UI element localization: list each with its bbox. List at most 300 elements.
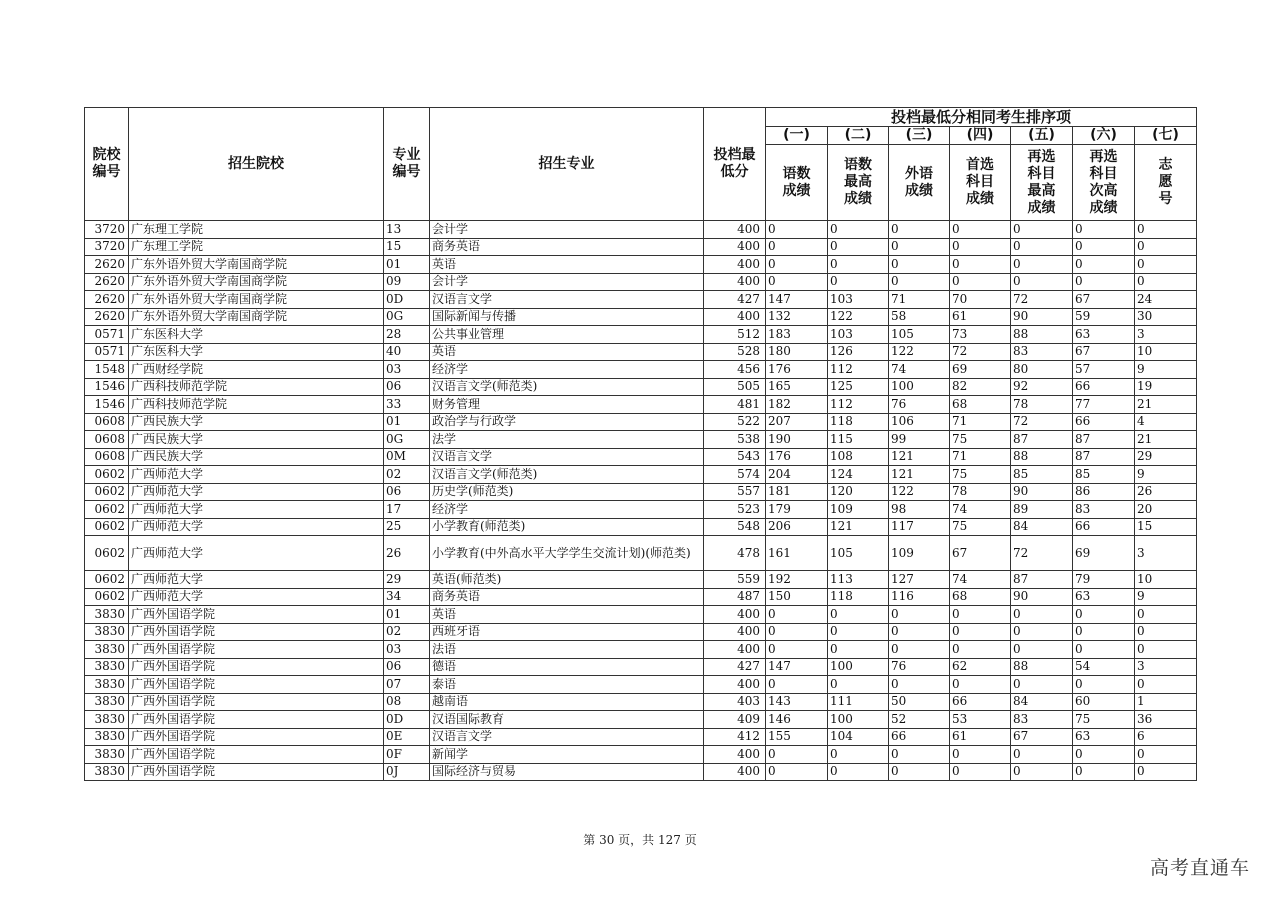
cell-tiebreak-1: 206 — [766, 518, 828, 536]
cell-tiebreak-6: 67 — [1073, 291, 1135, 309]
cell-tiebreak-2: 0 — [828, 606, 889, 624]
cell-tiebreak-2: 100 — [828, 711, 889, 729]
cell-tiebreak-4: 61 — [950, 308, 1011, 326]
header-sub-num: (三) — [889, 127, 950, 145]
cell-tiebreak-3: 122 — [889, 343, 950, 361]
cell-school-code: 0571 — [85, 326, 129, 344]
table-row — [85, 396, 1197, 414]
table-row — [85, 623, 1197, 641]
cell-min-score: 400 — [704, 221, 766, 239]
cell-school: 广西师范大学 — [129, 483, 384, 501]
cell-tiebreak-5: 72 — [1011, 413, 1073, 431]
cell-major: 英语 — [430, 256, 704, 274]
cell-tiebreak-3: 0 — [889, 641, 950, 659]
cell-tiebreak-7: 24 — [1135, 291, 1197, 309]
cell-school: 广东理工学院 — [129, 238, 384, 256]
cell-min-score: 512 — [704, 326, 766, 344]
cell-tiebreak-7: 3 — [1135, 326, 1197, 344]
table-row — [85, 763, 1197, 781]
cell-min-score: 400 — [704, 676, 766, 694]
cell-school: 广西师范大学 — [129, 536, 384, 571]
header-sub-num: (四) — [950, 127, 1011, 145]
cell-school: 广西民族大学 — [129, 413, 384, 431]
cell-major-code: 07 — [384, 676, 430, 694]
cell-major-code: 08 — [384, 693, 430, 711]
cell-tiebreak-6: 66 — [1073, 518, 1135, 536]
cell-tiebreak-1: 176 — [766, 448, 828, 466]
cell-tiebreak-4: 0 — [950, 641, 1011, 659]
cell-school: 广东理工学院 — [129, 221, 384, 239]
cell-school-code: 3830 — [85, 728, 129, 746]
cell-tiebreak-1: 179 — [766, 501, 828, 519]
cell-tiebreak-3: 127 — [889, 571, 950, 589]
cell-tiebreak-1: 181 — [766, 483, 828, 501]
cell-school: 广西师范大学 — [129, 588, 384, 606]
cell-tiebreak-2: 100 — [828, 658, 889, 676]
cell-min-score: 400 — [704, 308, 766, 326]
cell-tiebreak-4: 68 — [950, 396, 1011, 414]
cell-major-code: 25 — [384, 518, 430, 536]
cell-school-code: 2620 — [85, 308, 129, 326]
cell-tiebreak-1: 0 — [766, 641, 828, 659]
cell-tiebreak-2: 0 — [828, 256, 889, 274]
cell-min-score: 427 — [704, 291, 766, 309]
cell-major: 公共事业管理 — [430, 326, 704, 344]
cell-tiebreak-1: 0 — [766, 623, 828, 641]
cell-school: 广西外国语学院 — [129, 623, 384, 641]
cell-major-code: 13 — [384, 221, 430, 239]
cell-major: 汉语国际教育 — [430, 711, 704, 729]
cell-tiebreak-6: 66 — [1073, 413, 1135, 431]
cell-major: 法语 — [430, 641, 704, 659]
cell-min-score: 400 — [704, 763, 766, 781]
cell-tiebreak-2: 105 — [828, 536, 889, 571]
table-row — [85, 326, 1197, 344]
cell-tiebreak-5: 0 — [1011, 221, 1073, 239]
header-sub-label: 志愿号 — [1135, 145, 1197, 221]
cell-tiebreak-6: 85 — [1073, 466, 1135, 484]
cell-min-score: 403 — [704, 693, 766, 711]
cell-major: 经济学 — [430, 361, 704, 379]
cell-major: 法学 — [430, 431, 704, 449]
cell-tiebreak-4: 68 — [950, 588, 1011, 606]
cell-major-code: 0D — [384, 711, 430, 729]
cell-tiebreak-2: 126 — [828, 343, 889, 361]
cell-school: 广西外国语学院 — [129, 658, 384, 676]
cell-tiebreak-6: 67 — [1073, 343, 1135, 361]
cell-tiebreak-2: 112 — [828, 361, 889, 379]
cell-min-score: 505 — [704, 378, 766, 396]
cell-tiebreak-4: 75 — [950, 431, 1011, 449]
cell-school-code: 0608 — [85, 431, 129, 449]
cell-tiebreak-1: 147 — [766, 658, 828, 676]
cell-tiebreak-2: 0 — [828, 641, 889, 659]
cell-tiebreak-1: 176 — [766, 361, 828, 379]
cell-school-code: 3720 — [85, 221, 129, 239]
cell-tiebreak-6: 75 — [1073, 711, 1135, 729]
cell-school: 广西外国语学院 — [129, 676, 384, 694]
cell-tiebreak-5: 72 — [1011, 536, 1073, 571]
cell-major-code: 02 — [384, 466, 430, 484]
cell-tiebreak-2: 103 — [828, 326, 889, 344]
cell-tiebreak-7: 9 — [1135, 466, 1197, 484]
cell-tiebreak-5: 0 — [1011, 256, 1073, 274]
cell-tiebreak-1: 183 — [766, 326, 828, 344]
cell-major-code: 03 — [384, 641, 430, 659]
cell-major-code: 34 — [384, 588, 430, 606]
cell-tiebreak-5: 84 — [1011, 518, 1073, 536]
cell-tiebreak-6: 0 — [1073, 238, 1135, 256]
cell-tiebreak-7: 0 — [1135, 606, 1197, 624]
cell-major: 汉语言文学 — [430, 448, 704, 466]
cell-major: 汉语言文学(师范类) — [430, 378, 704, 396]
cell-tiebreak-1: 0 — [766, 221, 828, 239]
cell-tiebreak-7: 1 — [1135, 693, 1197, 711]
cell-major-code: 0D — [384, 291, 430, 309]
cell-tiebreak-5: 0 — [1011, 641, 1073, 659]
cell-major-code: 0G — [384, 431, 430, 449]
cell-school-code: 0602 — [85, 466, 129, 484]
cell-school: 广西师范大学 — [129, 571, 384, 589]
cell-school: 广西师范大学 — [129, 501, 384, 519]
cell-tiebreak-5: 88 — [1011, 448, 1073, 466]
cell-tiebreak-5: 0 — [1011, 606, 1073, 624]
cell-tiebreak-6: 0 — [1073, 623, 1135, 641]
cell-tiebreak-5: 90 — [1011, 308, 1073, 326]
cell-tiebreak-5: 67 — [1011, 728, 1073, 746]
cell-major: 小学教育(师范类) — [430, 518, 704, 536]
cell-tiebreak-4: 0 — [950, 606, 1011, 624]
cell-school-code: 1548 — [85, 361, 129, 379]
cell-school: 广东外语外贸大学南国商学院 — [129, 256, 384, 274]
cell-tiebreak-6: 79 — [1073, 571, 1135, 589]
cell-tiebreak-3: 71 — [889, 291, 950, 309]
header-school-code: 院校编号 — [85, 108, 129, 221]
cell-tiebreak-3: 105 — [889, 326, 950, 344]
table-body — [85, 221, 1197, 781]
cell-tiebreak-6: 87 — [1073, 448, 1135, 466]
cell-tiebreak-4: 74 — [950, 501, 1011, 519]
cell-school: 广东外语外贸大学南国商学院 — [129, 308, 384, 326]
cell-tiebreak-7: 19 — [1135, 378, 1197, 396]
cell-major: 新闻学 — [430, 746, 704, 764]
cell-min-score: 543 — [704, 448, 766, 466]
page-number: 第 30 页，共 127 页 — [583, 833, 697, 847]
cell-school: 广西外国语学院 — [129, 606, 384, 624]
cell-tiebreak-7: 0 — [1135, 238, 1197, 256]
cell-tiebreak-2: 0 — [828, 763, 889, 781]
cell-tiebreak-7: 29 — [1135, 448, 1197, 466]
cell-tiebreak-3: 52 — [889, 711, 950, 729]
cell-tiebreak-1: 0 — [766, 606, 828, 624]
cell-min-score: 400 — [704, 273, 766, 291]
cell-tiebreak-3: 98 — [889, 501, 950, 519]
cell-major: 汉语言文学(师范类) — [430, 466, 704, 484]
cell-tiebreak-1: 180 — [766, 343, 828, 361]
cell-major: 经济学 — [430, 501, 704, 519]
admission-score-table — [84, 107, 1197, 781]
cell-school: 广西民族大学 — [129, 448, 384, 466]
header-sub-label: 语数成绩 — [766, 145, 828, 221]
table-row — [85, 676, 1197, 694]
cell-tiebreak-1: 150 — [766, 588, 828, 606]
cell-tiebreak-5: 85 — [1011, 466, 1073, 484]
cell-tiebreak-2: 112 — [828, 396, 889, 414]
cell-tiebreak-5: 92 — [1011, 378, 1073, 396]
cell-school: 广西外国语学院 — [129, 728, 384, 746]
cell-major-code: 15 — [384, 238, 430, 256]
cell-tiebreak-1: 143 — [766, 693, 828, 711]
cell-school-code: 0602 — [85, 536, 129, 571]
cell-tiebreak-7: 4 — [1135, 413, 1197, 431]
cell-tiebreak-7: 10 — [1135, 571, 1197, 589]
cell-major: 英语(师范类) — [430, 571, 704, 589]
cell-tiebreak-7: 26 — [1135, 483, 1197, 501]
header-sub-num: (二) — [828, 127, 889, 145]
cell-school-code: 3830 — [85, 763, 129, 781]
cell-tiebreak-1: 0 — [766, 256, 828, 274]
cell-tiebreak-1: 182 — [766, 396, 828, 414]
cell-min-score: 400 — [704, 746, 766, 764]
cell-tiebreak-4: 62 — [950, 658, 1011, 676]
cell-tiebreak-6: 0 — [1073, 256, 1135, 274]
cell-tiebreak-2: 118 — [828, 413, 889, 431]
cell-tiebreak-6: 77 — [1073, 396, 1135, 414]
cell-major-code: 03 — [384, 361, 430, 379]
cell-school: 广东医科大学 — [129, 326, 384, 344]
cell-tiebreak-1: 190 — [766, 431, 828, 449]
cell-major-code: 17 — [384, 501, 430, 519]
cell-tiebreak-2: 0 — [828, 746, 889, 764]
cell-tiebreak-5: 88 — [1011, 326, 1073, 344]
cell-tiebreak-5: 0 — [1011, 676, 1073, 694]
cell-major-code: 0M — [384, 448, 430, 466]
cell-tiebreak-7: 3 — [1135, 536, 1197, 571]
cell-tiebreak-3: 76 — [889, 396, 950, 414]
cell-tiebreak-2: 109 — [828, 501, 889, 519]
cell-major: 泰语 — [430, 676, 704, 694]
cell-tiebreak-7: 0 — [1135, 746, 1197, 764]
cell-tiebreak-5: 0 — [1011, 763, 1073, 781]
cell-tiebreak-4: 71 — [950, 448, 1011, 466]
cell-school-code: 1546 — [85, 396, 129, 414]
cell-tiebreak-3: 117 — [889, 518, 950, 536]
cell-tiebreak-5: 0 — [1011, 238, 1073, 256]
cell-tiebreak-4: 53 — [950, 711, 1011, 729]
cell-school-code: 2620 — [85, 291, 129, 309]
cell-tiebreak-4: 70 — [950, 291, 1011, 309]
cell-tiebreak-6: 87 — [1073, 431, 1135, 449]
cell-tiebreak-5: 0 — [1011, 746, 1073, 764]
cell-tiebreak-7: 30 — [1135, 308, 1197, 326]
cell-tiebreak-5: 87 — [1011, 571, 1073, 589]
cell-tiebreak-1: 204 — [766, 466, 828, 484]
cell-tiebreak-5: 0 — [1011, 273, 1073, 291]
cell-school: 广西财经学院 — [129, 361, 384, 379]
header-tiebreak-group: 投档最低分相同考生排序项 — [766, 108, 1197, 127]
cell-tiebreak-4: 66 — [950, 693, 1011, 711]
cell-tiebreak-6: 69 — [1073, 536, 1135, 571]
cell-tiebreak-1: 146 — [766, 711, 828, 729]
cell-min-score: 478 — [704, 536, 766, 571]
cell-tiebreak-3: 0 — [889, 763, 950, 781]
table-row — [85, 221, 1197, 239]
cell-school: 广西外国语学院 — [129, 693, 384, 711]
table-row — [85, 466, 1197, 484]
cell-major: 财务管理 — [430, 396, 704, 414]
cell-tiebreak-4: 0 — [950, 221, 1011, 239]
cell-school-code: 3830 — [85, 641, 129, 659]
cell-major-code: 09 — [384, 273, 430, 291]
cell-school: 广西科技师范学院 — [129, 396, 384, 414]
cell-tiebreak-7: 0 — [1135, 623, 1197, 641]
cell-tiebreak-4: 0 — [950, 746, 1011, 764]
cell-major: 越南语 — [430, 693, 704, 711]
cell-major: 国际经济与贸易 — [430, 763, 704, 781]
cell-tiebreak-2: 104 — [828, 728, 889, 746]
cell-tiebreak-6: 63 — [1073, 588, 1135, 606]
cell-school-code: 0602 — [85, 588, 129, 606]
table-row — [85, 483, 1197, 501]
cell-tiebreak-1: 165 — [766, 378, 828, 396]
table-row — [85, 238, 1197, 256]
cell-tiebreak-1: 0 — [766, 763, 828, 781]
cell-school: 广西师范大学 — [129, 466, 384, 484]
cell-school: 广东医科大学 — [129, 343, 384, 361]
table-row — [85, 413, 1197, 431]
cell-major: 会计学 — [430, 273, 704, 291]
cell-tiebreak-5: 87 — [1011, 431, 1073, 449]
table-row — [85, 693, 1197, 711]
cell-tiebreak-3: 106 — [889, 413, 950, 431]
cell-tiebreak-2: 103 — [828, 291, 889, 309]
header-sub-num: (六) — [1073, 127, 1135, 145]
cell-tiebreak-4: 75 — [950, 518, 1011, 536]
table-row — [85, 641, 1197, 659]
cell-major: 汉语言文学 — [430, 728, 704, 746]
cell-tiebreak-6: 86 — [1073, 483, 1135, 501]
cell-school-code: 0608 — [85, 448, 129, 466]
cell-tiebreak-2: 121 — [828, 518, 889, 536]
cell-tiebreak-7: 0 — [1135, 256, 1197, 274]
cell-school-code: 0602 — [85, 483, 129, 501]
cell-major: 商务英语 — [430, 588, 704, 606]
cell-major: 会计学 — [430, 221, 704, 239]
cell-major-code: 33 — [384, 396, 430, 414]
cell-tiebreak-5: 90 — [1011, 483, 1073, 501]
cell-major: 英语 — [430, 606, 704, 624]
cell-min-score: 523 — [704, 501, 766, 519]
cell-tiebreak-5: 83 — [1011, 711, 1073, 729]
cell-min-score: 522 — [704, 413, 766, 431]
cell-tiebreak-4: 0 — [950, 623, 1011, 641]
cell-min-score: 487 — [704, 588, 766, 606]
cell-min-score: 400 — [704, 238, 766, 256]
cell-major-code: 01 — [384, 413, 430, 431]
cell-min-score: 557 — [704, 483, 766, 501]
cell-school-code: 3830 — [85, 623, 129, 641]
cell-tiebreak-3: 0 — [889, 256, 950, 274]
cell-tiebreak-3: 122 — [889, 483, 950, 501]
cell-tiebreak-3: 66 — [889, 728, 950, 746]
cell-tiebreak-1: 0 — [766, 746, 828, 764]
cell-major-code: 06 — [384, 378, 430, 396]
cell-major-code: 01 — [384, 606, 430, 624]
cell-school-code: 1546 — [85, 378, 129, 396]
cell-major-code: 29 — [384, 571, 430, 589]
cell-major: 汉语言文学 — [430, 291, 704, 309]
cell-major-code: 0G — [384, 308, 430, 326]
cell-tiebreak-5: 78 — [1011, 396, 1073, 414]
cell-tiebreak-1: 155 — [766, 728, 828, 746]
cell-tiebreak-2: 0 — [828, 623, 889, 641]
cell-min-score: 400 — [704, 606, 766, 624]
cell-tiebreak-1: 132 — [766, 308, 828, 326]
cell-school-code: 0602 — [85, 571, 129, 589]
cell-major-code: 0F — [384, 746, 430, 764]
cell-tiebreak-3: 50 — [889, 693, 950, 711]
cell-major: 英语 — [430, 343, 704, 361]
cell-school: 广西外国语学院 — [129, 641, 384, 659]
cell-major: 政治学与行政学 — [430, 413, 704, 431]
cell-tiebreak-7: 21 — [1135, 431, 1197, 449]
cell-tiebreak-5: 83 — [1011, 343, 1073, 361]
table-row — [85, 571, 1197, 589]
header-sub-label: 首选科目成绩 — [950, 145, 1011, 221]
header-major: 招生专业 — [430, 108, 704, 221]
cell-major-code: 40 — [384, 343, 430, 361]
cell-major-code: 02 — [384, 623, 430, 641]
cell-school-code: 0571 — [85, 343, 129, 361]
header-sub-label: 再选科目次高成绩 — [1073, 145, 1135, 221]
cell-tiebreak-4: 67 — [950, 536, 1011, 571]
cell-tiebreak-7: 0 — [1135, 763, 1197, 781]
cell-tiebreak-4: 0 — [950, 238, 1011, 256]
cell-tiebreak-4: 82 — [950, 378, 1011, 396]
cell-tiebreak-7: 0 — [1135, 273, 1197, 291]
cell-major: 国际新闻与传播 — [430, 308, 704, 326]
cell-tiebreak-1: 0 — [766, 273, 828, 291]
cell-school-code: 2620 — [85, 273, 129, 291]
cell-tiebreak-6: 63 — [1073, 728, 1135, 746]
cell-major: 西班牙语 — [430, 623, 704, 641]
cell-tiebreak-3: 0 — [889, 746, 950, 764]
table-row — [85, 588, 1197, 606]
cell-min-score: 409 — [704, 711, 766, 729]
cell-major-code: 0J — [384, 763, 430, 781]
cell-tiebreak-2: 0 — [828, 238, 889, 256]
cell-tiebreak-5: 0 — [1011, 623, 1073, 641]
table-row — [85, 746, 1197, 764]
cell-tiebreak-7: 21 — [1135, 396, 1197, 414]
cell-major-code: 26 — [384, 536, 430, 571]
table-row — [85, 536, 1197, 571]
cell-tiebreak-7: 9 — [1135, 361, 1197, 379]
cell-tiebreak-2: 124 — [828, 466, 889, 484]
cell-school: 广西科技师范学院 — [129, 378, 384, 396]
cell-major-code: 28 — [384, 326, 430, 344]
cell-tiebreak-5: 80 — [1011, 361, 1073, 379]
header-sub-num: (五) — [1011, 127, 1073, 145]
cell-tiebreak-2: 0 — [828, 676, 889, 694]
cell-tiebreak-4: 73 — [950, 326, 1011, 344]
cell-tiebreak-1: 161 — [766, 536, 828, 571]
cell-tiebreak-2: 122 — [828, 308, 889, 326]
cell-tiebreak-3: 0 — [889, 238, 950, 256]
table-row — [85, 518, 1197, 536]
cell-school: 广西师范大学 — [129, 518, 384, 536]
cell-tiebreak-2: 0 — [828, 221, 889, 239]
